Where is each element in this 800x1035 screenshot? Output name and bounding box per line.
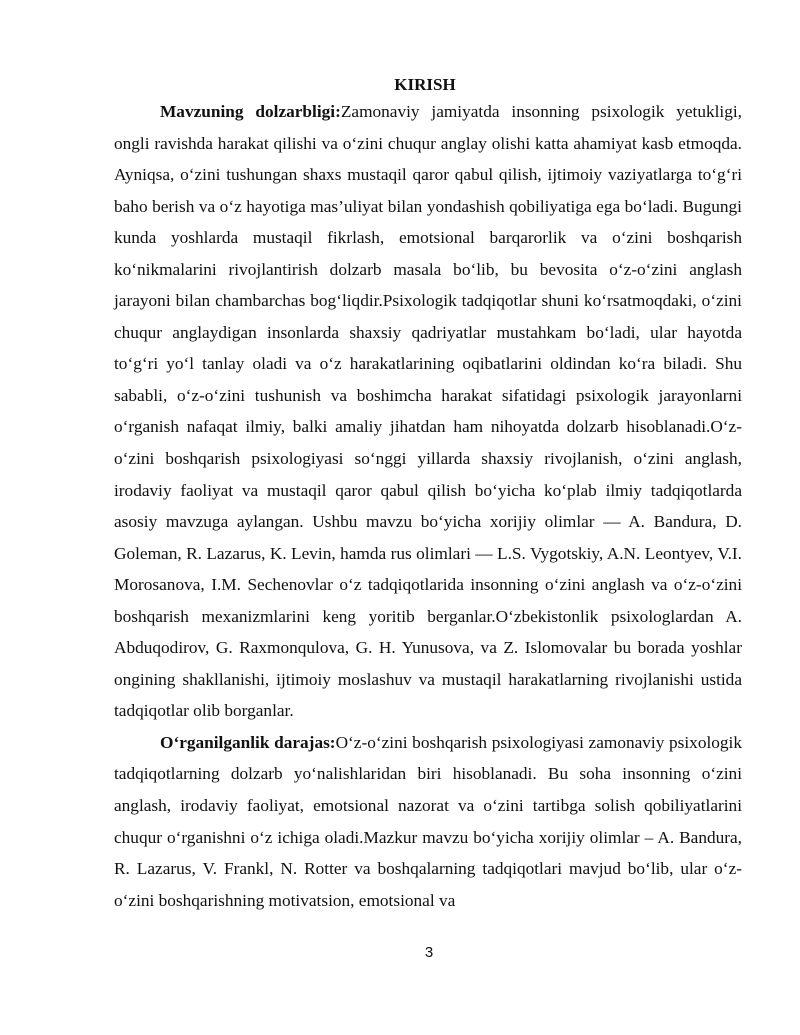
relevance-heading: Mavzuning dolzarbligi: [160,102,341,121]
study-level-heading: O‘rganilganlik darajas: [160,732,336,752]
document-body [114,96,742,916]
study-level-text: O‘z-o‘zini boshqarish psixologiyasi zamonaviy psixologik tadqiqotlarning dolzarb yo‘nalishlaridan biri hisoblanadi. Bu soha insonning o‘zini anglash, irodaviy faoliyat, emotsional nazorat va o‘zini tartibga solish qobiliyatlarini chuqur o‘rganishni o‘z ichiga oladi.Mazkur mavzu bo‘yicha xorijiy olimlar – A. Bandura, R. Lazarus, V. Frankl, N. Rotter va boshqalarning tadqiqotlari mavjud bo‘lib, ular o‘z-o‘zini boshqarishning motivatsion, emotsional va [114,732,742,910]
paragraph-relevance [114,96,742,727]
paragraph-study-level [114,727,742,916]
page-number: 3 [424,944,434,961]
relevance-text: Zamonaviy jamiyatda insonning psixologik yetukligi, ongli ravishda harakat qilishi va o‘zini chuqur anglay olishi katta ahamiyat kasb etmoqda. Ayniqsa, o‘zini tushungan shaxs mustaqil qaror qabul qilish, ijtimoiy vaziyatlarga to‘g‘ri baho berish va o‘z hayotiga mas’uliyat bilan yondashish qobiliyatiga ega bo‘ladi. Bugungi kunda yoshlarda mustaqil fikrlash, emotsional barqarorlik va o‘zini boshqarish ko‘nikmalarini rivojlantirish dolzarb masala bo‘lib, bu bevosita o‘z-o‘zini anglash jarayoni bilan chambarchas bog‘liqdir.Psixologik tadqiqotlar shuni ko‘rsatmoqdaki, o‘zini chuqur anglaydigan insonlarda shaxsiy qadriyatlar mustahkam bo‘ladi, ular hayotda to‘g‘ri yo‘l tanlay oladi va o‘z harakatlarining oqibatlarini oldindan ko‘ra biladi. Shu sababli, o‘z-o‘zini tushunish va boshimcha harakat sifatidagi psixologik jarayonlarni o‘rganish nafaqat ilmiy, balki amaliy jihatdan ham nihoyatda dolzarb hisoblanadi.O‘z-o‘zini boshqarish psixologiyasi so‘nggi yillarda shaxsiy rivojlanish, o‘zini anglash, irodaviy faoliyat va mustaqil qaror qabul qilish bo‘yicha ko‘plab ilmiy tadqiqotlarda asosiy mavzuga aylangan. Ushbu mavzu bo‘yicha xorijiy olimlar — A. Bandura, D. Goleman, R. Lazarus, K. Levin, hamda rus olimlari — L.S. Vygotskiy, A.N. Leontyev, V.I. Morosanova, I.M. Sechenovlar o‘z tadqiqotlarida insonning o‘zini anglash va o‘z-o‘zini boshqarish mexanizmlarini keng yoritib berganlar.O‘zbekistonlik psixologlardan A. Abduqodirov, G. Raxmonqulova, G. H. Yunusova, va Z. Islomovalar bu borada yoshlar ongining shakllanishi, ijtimoiy moslashuv va mustaqil harakatlarning rivojlanishi ustida tadqiqotlar olib borganlar. [114,102,742,721]
page-title: KIRISH [394,75,456,94]
